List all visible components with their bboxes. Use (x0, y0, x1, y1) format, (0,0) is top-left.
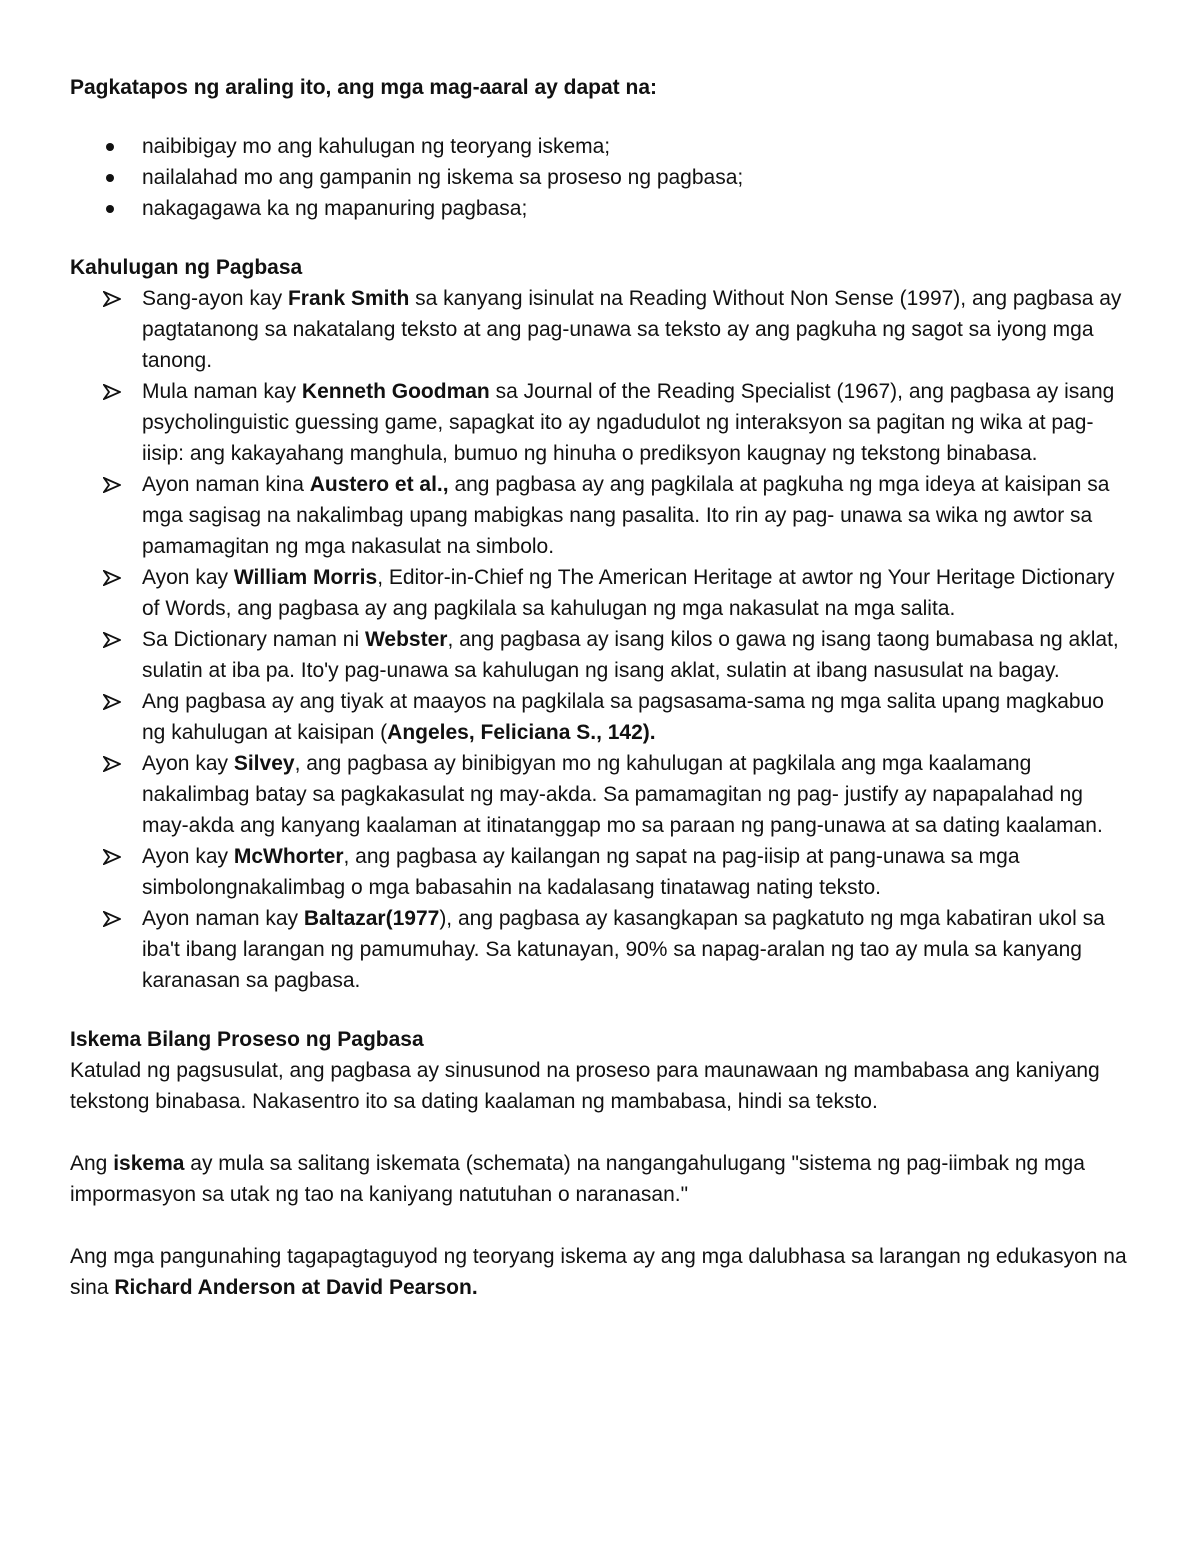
definition-item (70, 748, 1132, 841)
definition-text: Ayon kay Silvey, ang pagbasa ay binibigyan mo ng kahulugan at pagkilala ang mga kaalamang nakalimbag batay sa pagkakasulat ng may-akda. Sa pamamagitan ng pag- justify ay napapalahad ng may-akda ang kanyang kaalaman at itinatanggap mo sa paraan ng pang-unawa at sa dating kaalaman. (142, 752, 1103, 837)
objective-text: nakagagawa ka ng mapanuring pagbasa; (142, 197, 528, 220)
arrowhead-bullet-icon (103, 911, 121, 927)
objectives-list (70, 131, 1132, 224)
arrowhead-bullet-icon (103, 291, 121, 307)
definition-text: Mula naman kay Kenneth Goodman sa Journal of the Reading Specialist (1967), ang pagbasa ay isang psycholinguistic guessing game, sapagkat ito ay ngadudulot ng interaksyon sa pagitan ng wika at pag-iisip: ang kakayahang manghula, bumuo ng hinuha o prediksyon kaugnay ng tekstong binabasa. (142, 380, 1115, 465)
author-name: William Morris (233, 566, 378, 589)
definition-item (70, 469, 1132, 562)
author-name: Kenneth Goodman (301, 380, 490, 403)
definition-text: Sa Dictionary naman ni Webster, ang pagbasa ay isang kilos o gawa ng isang taong bumabasa ng aklat, sulatin at iba pa. Ito'y pag-unawa sa kahulugan ng isang aklat, sulatin at ibang nasusulat na bagay. (142, 628, 1119, 682)
definition-text: Ayon kay McWhorter, ang pagbasa ay kailangan ng sapat na pag-iisip at pang-unawa sa mga simbolongnakalimbag o mga babasahin na kadalasang tinatawag nating teksto. (142, 845, 1020, 899)
definition-text: Ang pagbasa ay ang tiyak at maayos na pagkilala sa pagsasama-sama ng mga salita upang magkabuo ng kahulugan at kaisipan (Angeles, Feliciana S., 142). (142, 690, 1104, 744)
objective-item (70, 162, 1132, 193)
arrowhead-bullet-icon (103, 570, 121, 586)
author-name: Silvey (233, 752, 295, 775)
arrowhead-bullet-icon (103, 756, 121, 772)
proponents-names: Richard Anderson at David Pearson. (114, 1276, 478, 1299)
author-name: Baltazar(1977 (303, 907, 440, 930)
definition-text: Ayon naman kay Baltazar(1977), ang pagbasa ay kasangkapan sa pagkatuto ng mga kabatiran ukol sa iba't ibang larangan ng pamumuhay. Sa katunayan, 90% sa napag-aralan ng tao ay mula sa kanyang karanasan sa pagbasa. (142, 907, 1105, 992)
definition-item (70, 903, 1132, 996)
definition-item (70, 283, 1132, 376)
arrowhead-bullet-icon (103, 632, 121, 648)
schema-paragraph-1: Katulad ng pagsusulat, ang pagbasa ay sinusunod na proseso para maunawaan ng mambabasa ang kaniyang tekstong binabasa. Nakasentro ito sa dating kaalaman ng mambabasa, hindi sa teksto. (70, 1059, 1100, 1113)
author-name: Angeles, Feliciana S., 142). (387, 721, 656, 744)
schema-paragraph-2: Ang iskema ay mula sa salitang iskemata (schemata) na nangangahulugang "sistema ng pag-iimbak ng mga impormasyon sa utak ng tao na kaniyang natutuhan o naranasan." (70, 1152, 1085, 1206)
definition-text: Ayon naman kina Austero et al., ang pagbasa ay ang pagkilala at pagkuha ng mga ideya at kaisipan sa mga sagisag na nakalimbag upang mabigkas nang pasalita. Ito rin ay pag- unawa sa wika ng awtor sa pamamagitan ng mga nakasulat na simbolo. (142, 473, 1110, 558)
definition-item (70, 562, 1132, 624)
objective-item (70, 131, 1132, 162)
definition-item (70, 624, 1132, 686)
arrowhead-bullet-icon (103, 694, 121, 710)
author-name: Webster (364, 628, 448, 651)
objective-item (70, 193, 1132, 224)
document-content (70, 72, 1132, 1303)
definition-item (70, 841, 1132, 903)
author-name: McWhorter (233, 845, 344, 868)
bullet-icon (106, 174, 114, 182)
definitions-heading: Kahulugan ng Pagbasa (70, 256, 303, 279)
schema-paragraph-3: Ang mga pangunahing tagapagtaguyod ng teoryang iskema ay ang mga dalubhasa sa larangan ng edukasyon na sina Richard Anderson at David Pearson. (70, 1245, 1127, 1299)
author-name: Austero et al., (309, 473, 449, 496)
objective-text: naibibigay mo ang kahulugan ng teoryang iskema; (142, 135, 611, 158)
bullet-icon (106, 143, 114, 151)
definition-item (70, 376, 1132, 469)
objective-text: nailalahad mo ang gampanin ng iskema sa proseso ng pagbasa; (142, 166, 744, 189)
definitions-list (70, 283, 1132, 996)
definition-text: Ayon kay William Morris, Editor-in-Chief ng The American Heritage at awtor ng Your Heritage Dictionary of Words, ang pagbasa ay ang pagkilala sa kahulugan ng mga nakasulat na mga salita. (142, 566, 1115, 620)
schema-heading: Iskema Bilang Proseso ng Pagbasa (70, 1028, 424, 1051)
objectives-heading: Pagkatapos ng araling ito, ang mga mag-aaral ay dapat na: (70, 76, 657, 99)
arrowhead-bullet-icon (103, 384, 121, 400)
definition-item (70, 686, 1132, 748)
arrowhead-bullet-icon (103, 477, 121, 493)
arrowhead-bullet-icon (103, 849, 121, 865)
term-iskema: iskema (113, 1152, 185, 1175)
definition-text: Sang-ayon kay Frank Smith sa kanyang isinulat na Reading Without Non Sense (1997), ang pagbasa ay pagtatanong sa nakatalang teksto at ang pag-unawa sa teksto ay ang pagkuha ng sagot sa iyong mga tanong. (142, 287, 1122, 372)
author-name: Frank Smith (287, 287, 410, 310)
bullet-icon (106, 205, 114, 213)
